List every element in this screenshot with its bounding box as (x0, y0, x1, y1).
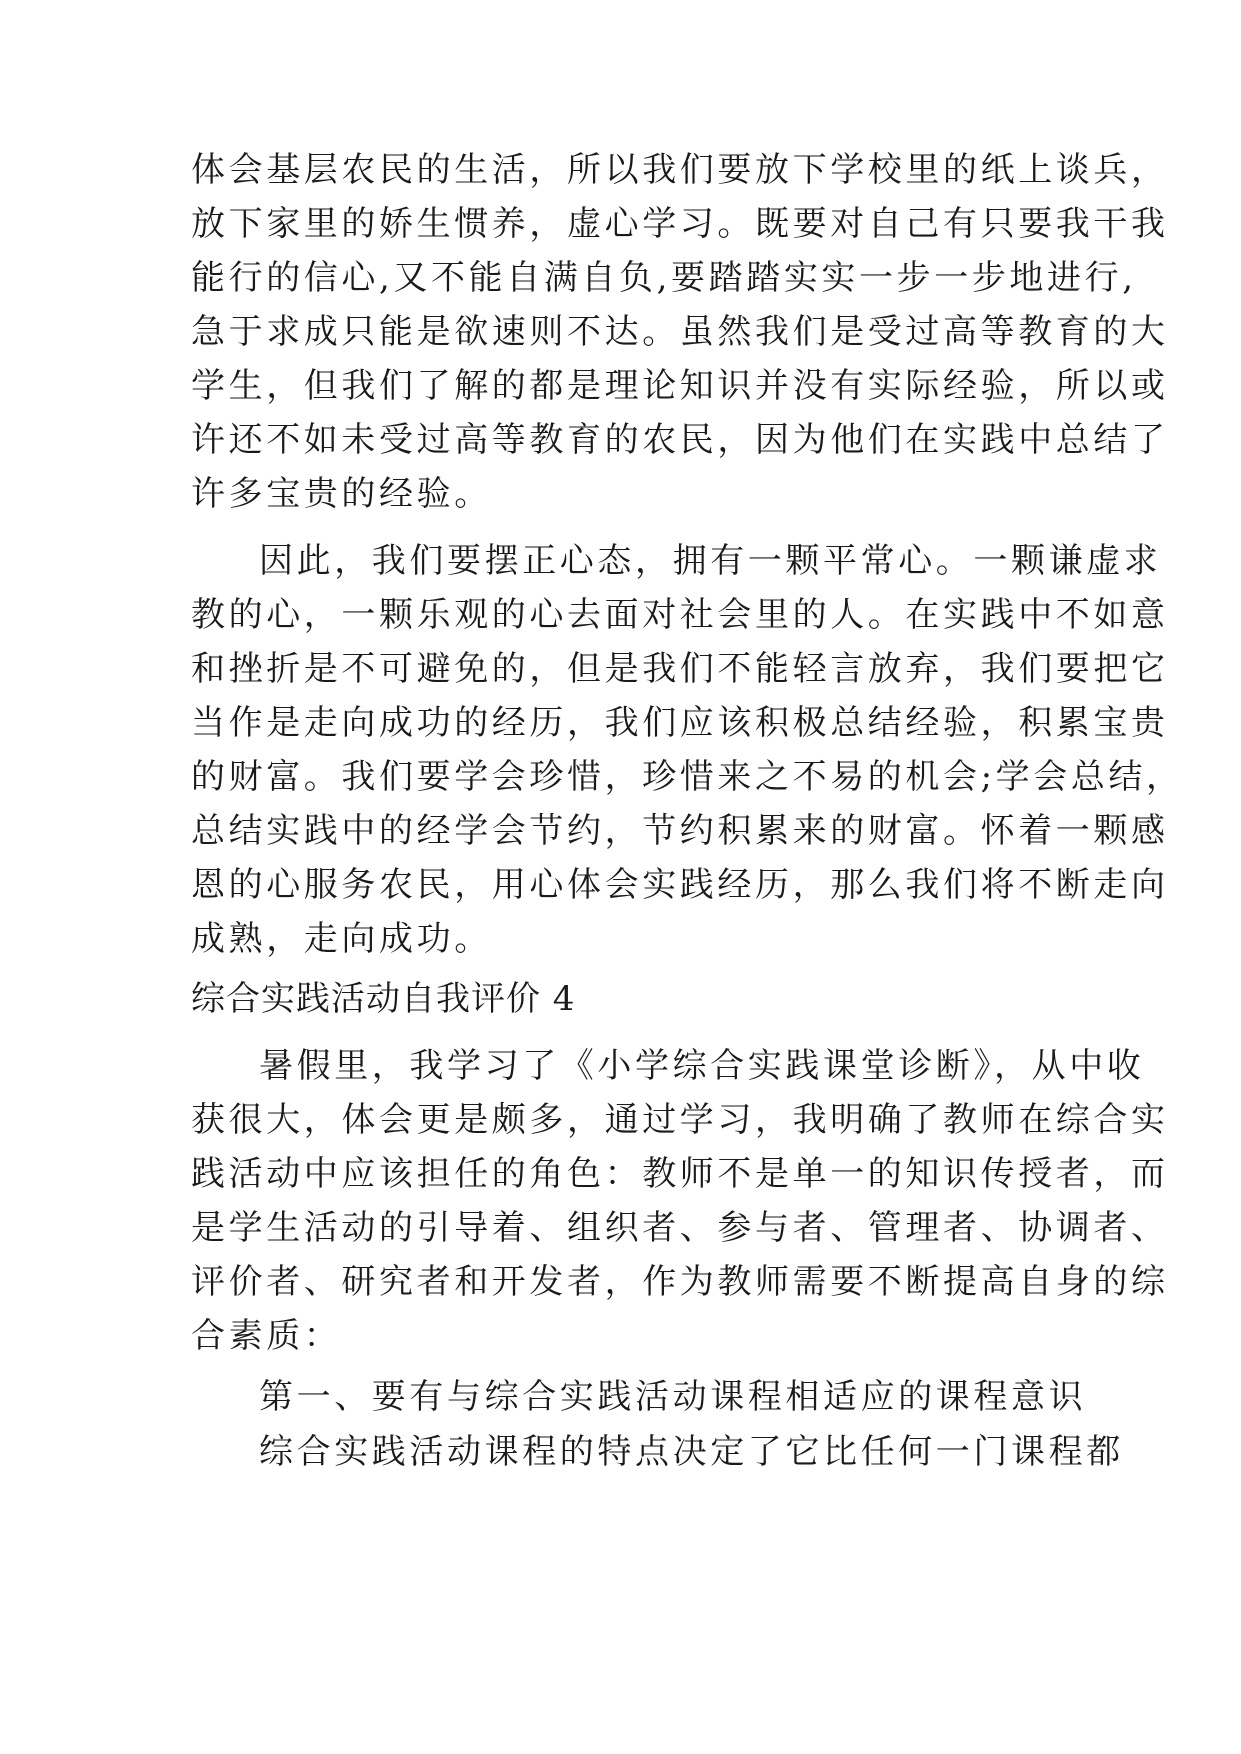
text-line: 能行的信心,又不能自满自负,要踏踏实实一步一步地进行, (191, 258, 1137, 298)
text-line: 获很大，体会更是颇多，通过学习，我明确了教师在综合实 (191, 1100, 1169, 1140)
text-line: 综合实践活动课程的特点决定了它比任何一门课程都 (259, 1432, 1124, 1472)
text-line: 急于求成只能是欲速则不达。虽然我们是受过高等教育的大 (191, 312, 1169, 352)
text-line: 第一、要有与综合实践活动课程相适应的课程意识 (259, 1377, 1087, 1417)
text-line: 体会基层农民的生活，所以我们要放下学校里的纸上谈兵， (191, 150, 1169, 190)
text-line: 评价者、研究者和开发者，作为教师需要不断提高自身的综 (191, 1262, 1169, 1302)
text-line: 教的心，一颗乐观的心去面对社会里的人。在实践中不如意 (191, 595, 1169, 635)
text-line: 许还不如未受过高等教育的农民，因为他们在实践中总结了 (191, 420, 1169, 460)
text-line: 放下家里的娇生惯养，虚心学习。既要对自己有只要我干我 (191, 204, 1169, 244)
text-line: 恩的心服务农民，用心体会实践经历，那么我们将不断走向 (191, 865, 1169, 905)
text-line: 暑假里，我学习了《小学综合实践课堂诊断》，从中收 (259, 1046, 1145, 1086)
text-line: 的财富。我们要学会珍惜，珍惜来之不易的机会;学会总结， (191, 757, 1184, 797)
text-line: 是学生活动的引导着、组织者、参与者、管理者、协调者、 (191, 1208, 1169, 1248)
text-line: 和挫折是不可避免的，但是我们不能轻言放弃，我们要把它 (191, 649, 1169, 689)
text-line: 许多宝贵的经验。 (191, 474, 492, 514)
text-line: 合素质： (191, 1316, 342, 1356)
text-line: 学生，但我们了解的都是理论知识并没有实际经验，所以或 (191, 366, 1169, 406)
text-line: 当作是走向成功的经历，我们应该积极总结经验，积累宝贵 (191, 703, 1169, 743)
section-heading: 综合实践活动自我评价 4 (191, 979, 576, 1019)
text-line: 践活动中应该担任的角色：教师不是单一的知识传授者，而 (191, 1154, 1169, 1194)
text-line: 总结实践中的经学会节约，节约积累来的财富。怀着一颗感 (191, 811, 1169, 851)
text-line: 成熟，走向成功。 (191, 919, 492, 959)
text-line: 因此，我们要摆正心态，拥有一颗平常心。一颗谦虚求 (259, 541, 1162, 581)
